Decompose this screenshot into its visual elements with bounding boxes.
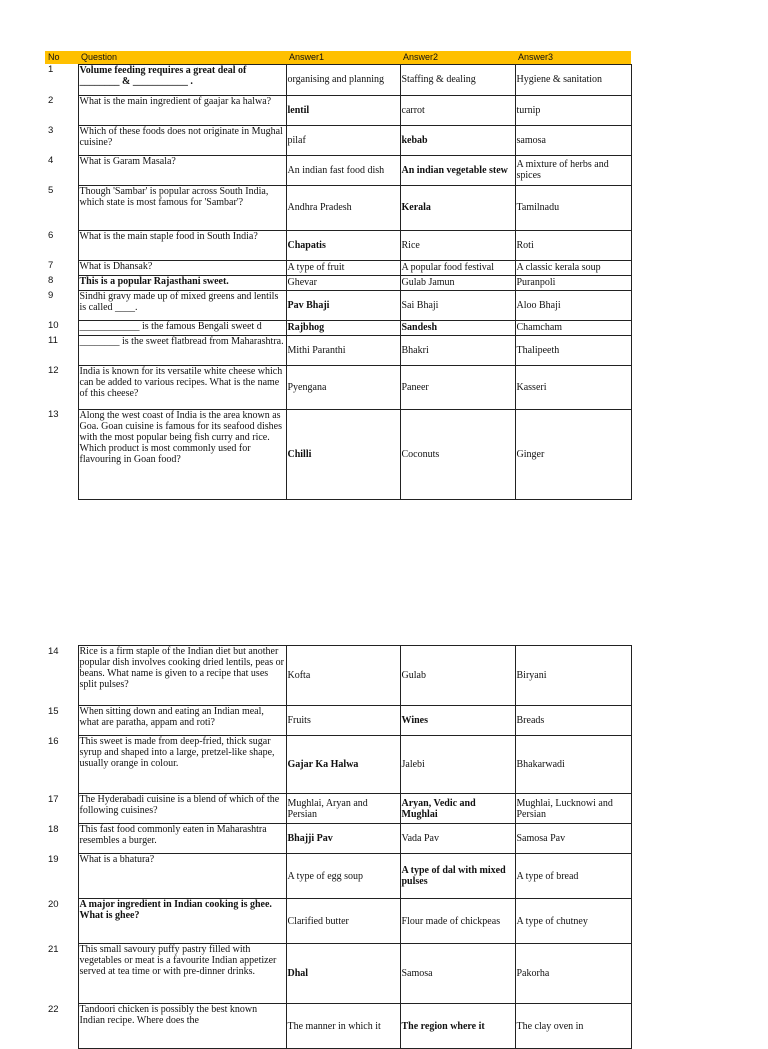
row-number: 19 [48,853,59,865]
question-cell: This is a popular Rajasthani sweet. [78,275,286,290]
question-cell: Tandoori chicken is possibly the best known Indian recipe. Where does the [78,1004,286,1049]
answer1-cell: A type of fruit [286,260,400,275]
row-number: 1 [48,64,54,75]
question-cell: This small savoury puffy pastry filled with vegetables or meat is a favourite Indian appetizer served at tea time or with pre-dinner drinks. [78,944,286,1004]
row-number: 13 [48,409,59,420]
table-row [45,794,631,824]
row-number: 4 [48,155,54,166]
answer3-cell: Aloo Bhaji [515,290,631,320]
answer3-cell: Tamilnadu [515,185,631,230]
table-row [45,125,631,155]
question-cell: India is known for its versatile white cheese which can be added to various recipes. What is the name of this cheese? [78,365,286,409]
table-row [45,824,631,854]
answer1-cell: Fruits [286,706,400,736]
row-number: 22 [48,1003,59,1015]
answer1-cell: Dhal [286,944,400,1004]
table-row [45,944,631,1004]
answer2-cell: Jalebi [400,736,515,794]
answer1-cell: Mithi Paranthi [286,335,400,365]
header-answer2: Answer2 [400,51,515,64]
row-number: 6 [48,230,54,241]
answer3-cell: Hygiene & sanitation [515,64,631,95]
answer3-cell: Mughlai, Lucknowi and Persian [515,794,631,824]
answer2-cell: Flour made of chickpeas [400,899,515,944]
table-row [45,64,631,95]
answer2-cell: Samosa [400,944,515,1004]
question-cell: What is Garam Masala? [78,155,286,185]
answer1-cell: Andhra Pradesh [286,185,400,230]
answer2-cell: Wines [400,706,515,736]
answer2-cell: Aryan, Vedic and Mughlai [400,794,515,824]
answer2-cell: Paneer [400,365,515,409]
answer1-cell: lentil [286,95,400,125]
answer2-cell: The region where it [400,1004,515,1049]
table-row [45,409,631,499]
question-cell: The Hyderabadi cuisine is a blend of which of the following cuisines? [78,794,286,824]
question-cell: Though 'Sambar' is popular across South India, which state is most famous for 'Sambar'? [78,185,286,230]
table-row [45,1004,631,1049]
row-number: 11 [48,335,58,346]
table-row [45,275,631,290]
answer1-cell: organising and planning [286,64,400,95]
answer3-cell: Pakorha [515,944,631,1004]
answer1-cell: Clarified butter [286,899,400,944]
row-number: 17 [48,793,59,805]
header-answer1: Answer1 [286,51,400,64]
question-cell: What is Dhansak? [78,260,286,275]
table-row [45,230,631,260]
row-number: 3 [48,125,54,136]
question-cell: ________ is the sweet flatbread from Maharashtra. [78,335,286,365]
answer3-cell: Kasseri [515,365,631,409]
table-row [45,899,631,944]
table-row [45,706,631,736]
answer2-cell: carrot [400,95,515,125]
table-row [45,155,631,185]
answer3-cell: Ginger [515,409,631,499]
question-cell: A major ingredient in Indian cooking is ghee. What is ghee? [78,899,286,944]
table-row [45,736,631,794]
header-question: Question [78,51,286,64]
answer2-cell: kebab [400,125,515,155]
answer3-cell: A type of bread [515,854,631,899]
answer3-cell: A type of chutney [515,899,631,944]
answer3-cell: Puranpoli [515,275,631,290]
answer2-cell: Coconuts [400,409,515,499]
table-row [45,290,631,320]
row-number: 14 [48,645,59,657]
row-number: 21 [48,943,59,955]
answer1-cell: Chilli [286,409,400,499]
row-number: 10 [48,320,59,331]
answer2-cell: Staffing & dealing [400,64,515,95]
table-row [45,320,631,335]
answer3-cell: samosa [515,125,631,155]
question-cell: ____________ is the famous Bengali sweet d [78,320,286,335]
table-row [45,260,631,275]
answer2-cell: An indian vegetable stew [400,155,515,185]
answer1-cell: Mughlai, Aryan and Persian [286,794,400,824]
answer1-cell: The manner in which it [286,1004,400,1049]
answer2-cell: Sai Bhaji [400,290,515,320]
answer3-cell: Thalipeeth [515,335,631,365]
question-cell: This fast food commonly eaten in Maharashtra resembles a burger. [78,824,286,854]
row-number: 9 [48,290,54,301]
question-cell: When sitting down and eating an Indian meal, what are paratha, appam and roti? [78,706,286,736]
answer1-cell: Pyengana [286,365,400,409]
row-number: 20 [48,898,59,910]
table-row [45,95,631,125]
answer1-cell: Pav Bhaji [286,290,400,320]
table-row [45,335,631,365]
answer1-cell: Ghevar [286,275,400,290]
answer1-cell: Chapatis [286,230,400,260]
answer2-cell: Sandesh [400,320,515,335]
row-number: 16 [48,735,59,747]
question-cell: This sweet is made from deep-fried, thick sugar syrup and shaped into a large, pretzel-like shape, usually orange in colour. [78,736,286,794]
question-cell: What is the main staple food in South India? [78,230,286,260]
answer1-cell: Kofta [286,646,400,706]
answer2-cell: Rice [400,230,515,260]
answer1-cell: A type of egg soup [286,854,400,899]
question-cell: Which of these foods does not originate in Mughal cuisine? [78,125,286,155]
answer1-cell: Bhajji Pav [286,824,400,854]
answer3-cell: Biryani [515,646,631,706]
answer3-cell: The clay oven in [515,1004,631,1049]
quiz-table-bottom [45,645,632,1049]
answer3-cell: A mixture of herbs and spices [515,155,631,185]
question-cell: Along the west coast of India is the area known as Goa. Goan cuisine is famous for its seafood dishes with the most popular being fish curry and rice. Which product is most commonly used for flavouring in Goan food? [78,409,286,499]
table-row [45,854,631,899]
answer3-cell: Chamcham [515,320,631,335]
answer3-cell: Roti [515,230,631,260]
table-row [45,646,631,706]
table-row [45,185,631,230]
header-row [45,51,631,64]
answer2-cell: Gulab [400,646,515,706]
row-number: 15 [48,705,59,717]
answer2-cell: Kerala [400,185,515,230]
answer3-cell: Samosa Pav [515,824,631,854]
question-cell: Volume feeding requires a great deal of ________ & ___________ . [78,64,286,95]
answer2-cell: A popular food festival [400,260,515,275]
row-number: 5 [48,185,54,196]
answer3-cell: turnip [515,95,631,125]
row-number: 8 [48,275,54,286]
answer1-cell: Rajbhog [286,320,400,335]
question-cell: Sindhi gravy made up of mixed greens and lentils is called ____. [78,290,286,320]
row-number: 12 [48,365,59,376]
answer2-cell: A type of dal with mixed pulses [400,854,515,899]
question-cell: Rice is a firm staple of the Indian diet but another popular dish involves cooking dried lentils, peas or beans. What name is given to a recipe that uses split pulses? [78,646,286,706]
quiz-table-top [45,51,632,500]
answer3-cell: Bhakarwadi [515,736,631,794]
question-cell: What is a bhatura? [78,854,286,899]
answer1-cell: pilaf [286,125,400,155]
header-no: No [45,51,78,64]
row-number: 2 [48,95,54,106]
row-number: 18 [48,823,59,835]
answer3-cell: A classic kerala soup [515,260,631,275]
answer2-cell: Bhakri [400,335,515,365]
answer1-cell: An indian fast food dish [286,155,400,185]
answer2-cell: Gulab Jamun [400,275,515,290]
question-cell: What is the main ingredient of gaajar ka halwa? [78,95,286,125]
answer3-cell: Breads [515,706,631,736]
answer2-cell: Vada Pav [400,824,515,854]
table-row [45,365,631,409]
answer1-cell: Gajar Ka Halwa [286,736,400,794]
header-answer3: Answer3 [515,51,631,64]
row-number: 7 [48,260,54,271]
